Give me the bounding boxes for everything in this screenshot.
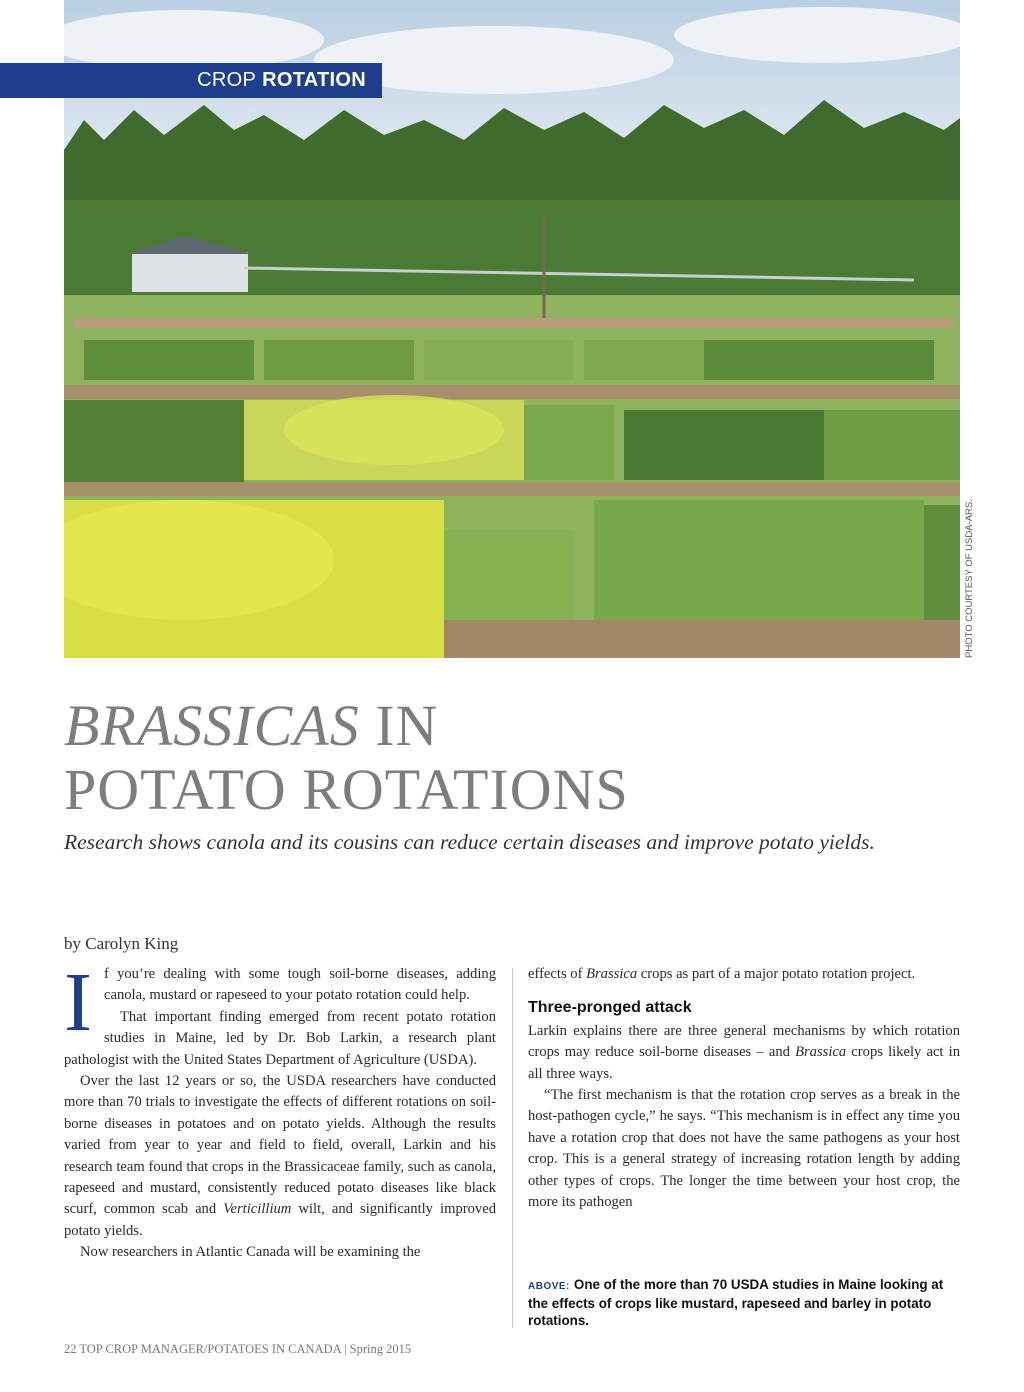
drop-cap: I: [64, 956, 92, 1049]
paragraph-2: That important finding emerged from recent potato rotation studies in Maine, led by Dr. Bob Larkin, a research plant pathologist with the United States Department of Agriculture (USDA).: [64, 1008, 496, 1068]
hero-photo: [64, 0, 960, 658]
paragraph-4: Now researchers in Atlantic Canada will be examining the: [80, 1244, 421, 1261]
article-headline: [64, 694, 924, 822]
headline-line2: POTATO ROTATIONS: [64, 757, 629, 822]
byline: by Carolyn King: [64, 934, 179, 953]
paragraph-1-text: f you’re dealing with some tough soil-borne diseases, adding canola, mustard or rapeseed to your potato rotation could help.: [103, 966, 496, 1004]
paragraph-5: [528, 964, 960, 985]
paragraph-5-em: Brassica: [586, 966, 638, 982]
article-deck: Research shows canola and its cousins can reduce certain diseases and improve potato yields.: [64, 830, 875, 854]
paragraph-5-text-b: crops as part of a major potato rotation project.: [637, 966, 916, 982]
paragraph-6-em: Brassica: [795, 1044, 847, 1061]
paragraph-6-text-a: Larkin explains there are three general mechanisms by which rotation crops may reduce soil-borne diseases – and: [528, 1022, 960, 1061]
paragraph-3-text-b: wilt, and significantly improved potato yields.: [64, 1201, 496, 1239]
paragraph-5-text-a: effects of: [528, 966, 587, 982]
column-divider: [512, 968, 513, 1328]
subhead: Three-pronged attack: [528, 999, 692, 1017]
headline-rest: IN: [359, 693, 439, 758]
article-column-left: [64, 956, 496, 1264]
paragraph-6: [528, 1021, 960, 1085]
section-tag-bold: ROTATION: [262, 69, 366, 91]
field-plots-illustration: [64, 0, 960, 658]
caption-label: ABOVE:: [528, 1281, 570, 1292]
paragraph-7: “The first mechanism is that the rotation crop serves as a break in the host-pathogen cycle,” he says. “This mechanism is in effect any time you have a rotation crop that does not have the same pathogens as your host crop. This is a general strategy of increasing rotation length by adding other types of crops. The longer the time between your host crop, the more its pathogen: [528, 1087, 960, 1211]
paragraph-3-em: Verticillium: [223, 1201, 292, 1218]
headline-italic: BRASSICAS: [64, 693, 360, 758]
paragraph-6-text-b: crops likely act in all three ways.: [528, 1044, 960, 1082]
paragraph-3-text-a: Over the last 12 years or so, the USDA researchers have conducted more than 70 trials to investigate the effects of different rotations on soil-borne diseases in potatoes and on potato yields. Although the results varied from year to year and field to field, overall, Larkin and his research team found that crops in the Brassicaceae family, such as canola, rapeseed and mustard, consistently reduced potato diseases like black scurf, common scab and: [64, 1073, 496, 1218]
paragraph-3: [64, 1071, 496, 1242]
page-folio: 22 TOP CROP MANAGER/POTATOES IN CANADA | Spring 2015: [64, 1342, 412, 1356]
photo-credit: PHOTO COURTESY OF USDA-ARS.: [964, 499, 975, 658]
article-column-right: [528, 964, 960, 1213]
photo-caption: [528, 1276, 960, 1329]
section-tag-prefix: CROP: [197, 69, 257, 91]
section-tag: [0, 63, 382, 98]
caption-text: One of the more than 70 USDA studies in Maine looking at the effects of crops like mustard, rapeseed and barley in potato rotations.: [528, 1277, 944, 1328]
